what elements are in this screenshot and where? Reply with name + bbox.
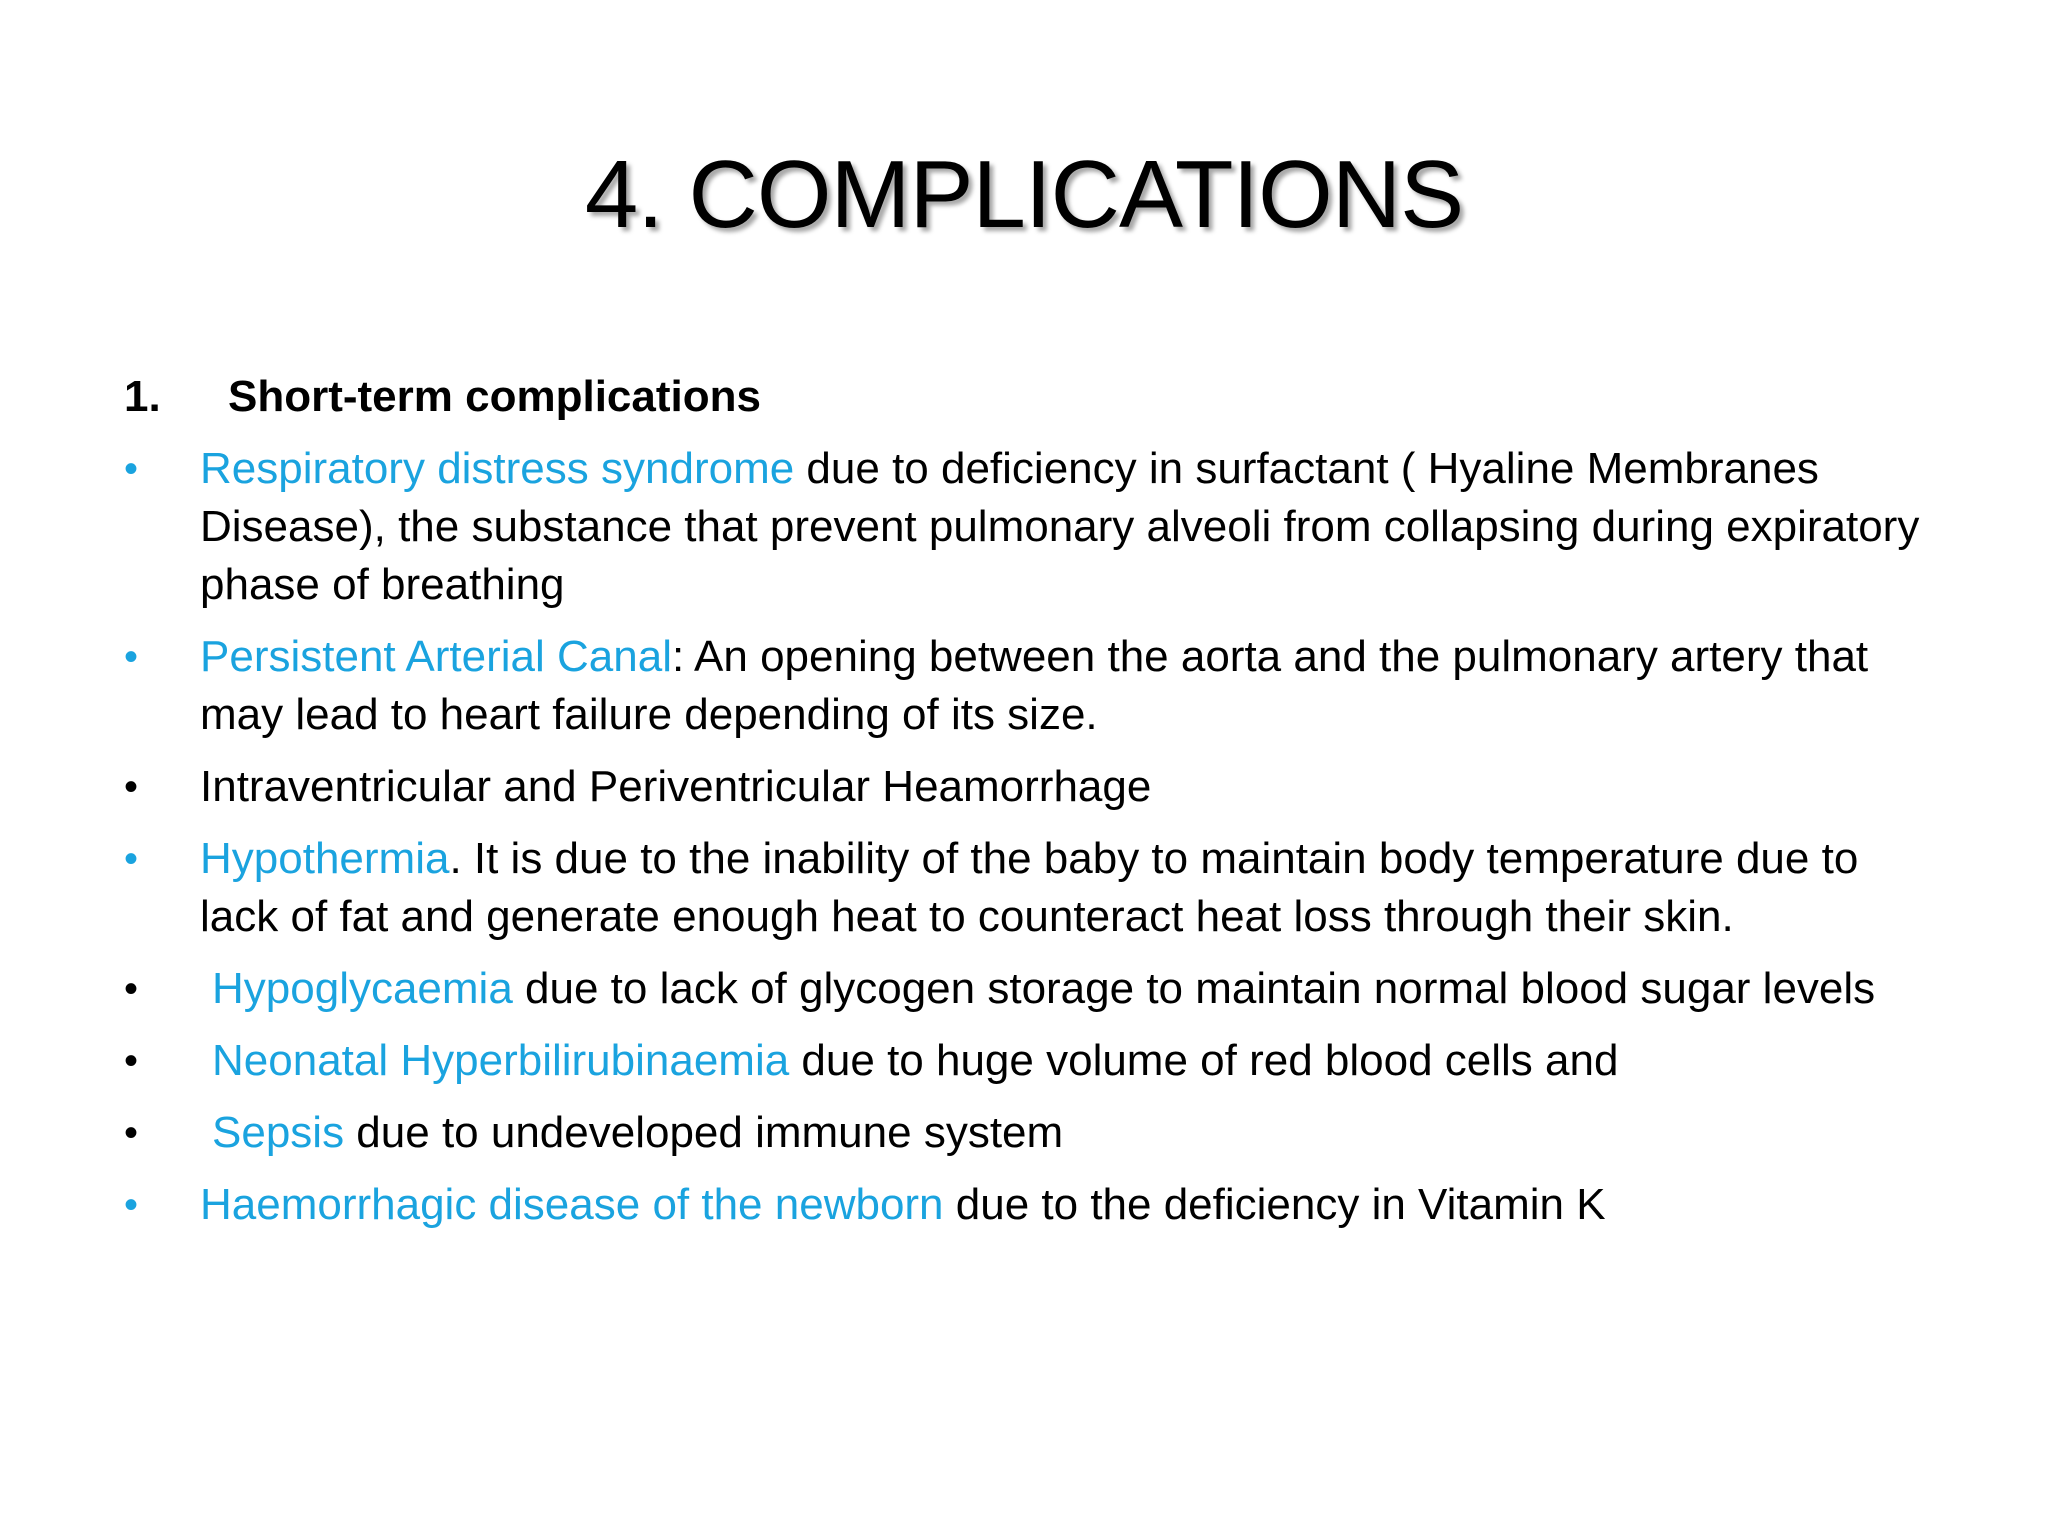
bullet-icon: • (124, 1039, 139, 1083)
list-item (124, 1032, 1924, 1090)
list-item-text (200, 440, 1924, 614)
highlight-term: Sepsis (212, 1108, 345, 1157)
list-item (124, 1176, 1924, 1234)
bullet-icon: • (124, 635, 139, 679)
item-description: due to deficiency in surfactant ( Hyaline Membranes Disease), the substance that prevent pulmonary alveoli from collapsing during expiratory phase of breathing (200, 444, 1920, 609)
bullet-icon: • (124, 1183, 139, 1227)
complications-list (124, 440, 1924, 1234)
item-description: Intraventricular and Periventricular Heamorrhage (200, 762, 1152, 811)
item-description: . It is due to the inability of the baby to maintain body temperature due to lack of fat and generate enough heat to counteract heat loss through their skin. (200, 834, 1859, 941)
list-item (124, 830, 1924, 946)
slide-body (124, 368, 1924, 1248)
item-description: due to huge volume of red blood cells and (789, 1036, 1619, 1085)
list-item-text (200, 1032, 1924, 1090)
highlight-term: Persistent Arterial Canal (200, 632, 672, 681)
item-description: due to lack of glycogen storage to maintain normal blood sugar levels (512, 964, 1876, 1013)
list-item-text (200, 758, 1924, 816)
highlight-term: Haemorrhagic disease of the newborn (200, 1180, 944, 1229)
item-description: due to undeveloped immune system (344, 1108, 1064, 1157)
highlight-term: Respiratory distress syndrome (200, 444, 795, 493)
highlight-term: Hypothermia (200, 834, 450, 883)
slide-title: 4. COMPLICATIONS (584, 141, 1464, 248)
list-item-text (200, 830, 1924, 946)
list-item-text (200, 960, 1924, 1018)
list-item-text (200, 1176, 1924, 1234)
section-heading-text: Short-term complications (228, 372, 761, 421)
list-item-text (200, 1104, 1924, 1162)
list-item (124, 628, 1924, 744)
list-item (124, 758, 1924, 816)
list-item (124, 960, 1924, 1018)
section-heading (124, 368, 1924, 426)
bullet-icon: • (124, 765, 139, 809)
bullet-icon: • (124, 1111, 139, 1155)
bullet-icon: • (124, 447, 139, 491)
bullet-icon: • (124, 837, 139, 881)
list-item-text (200, 628, 1924, 744)
item-description: due to the deficiency in Vitamin K (943, 1180, 1606, 1229)
list-item (124, 1104, 1924, 1162)
section-number: 1. (124, 372, 161, 421)
list-item (124, 440, 1924, 614)
bullet-icon: • (124, 967, 139, 1011)
highlight-term: Hypoglycaemia (212, 964, 513, 1013)
highlight-term: Neonatal Hyperbilirubinaemia (212, 1036, 790, 1085)
item-description: : An opening between the aorta and the pulmonary artery that may lead to heart failure depending of its size. (200, 632, 1869, 739)
